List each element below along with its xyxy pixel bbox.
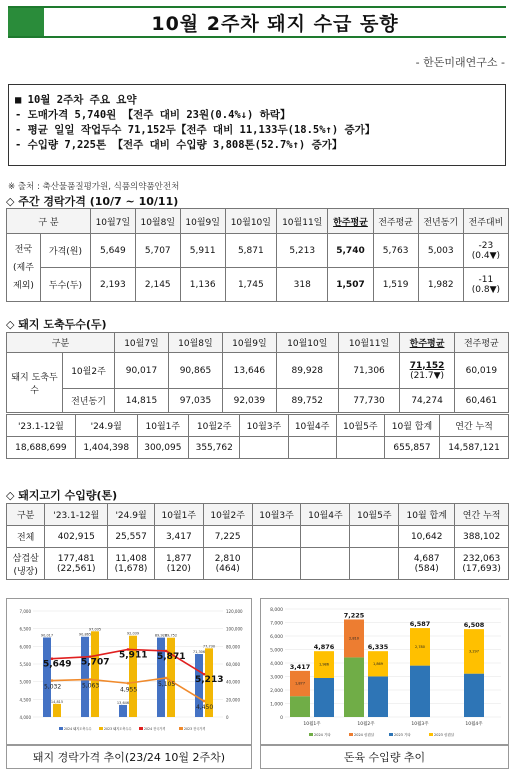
table-cell: 71,306 [338,353,400,389]
table-cell: 90,017 [115,353,169,389]
price-label-2024: 5,707 [81,657,110,668]
bar-2023-other [368,676,388,717]
total-label-2023: 6,587 [409,620,431,629]
legend-swatch [309,733,313,736]
bar-label: 90,865 [78,632,92,637]
table-cell: 1,404,398 [75,437,137,459]
header-cell: 전주평균 [373,209,418,234]
header-cell: 10월7일 [115,333,169,353]
table-cell: 2,145 [135,268,180,302]
header-cell: 전주평균 [454,333,508,353]
table-cell: 97,035 [168,389,222,413]
price-label-2023: 4,955 [120,686,138,694]
header-cell: 10월5주 [336,415,384,437]
bar-2023-other [464,674,484,717]
title-band [8,6,506,38]
table-cell [240,437,288,459]
line-2023-price-point [203,700,206,703]
import-chart [260,598,509,745]
table-cell [301,526,350,548]
value: 232,063 [463,553,501,564]
header-cell: 연간 누적 [455,504,509,526]
legend-label: 2023 돼지도축두수 [104,727,132,731]
table-cell: 77,730 [338,389,400,413]
y-tick-label: 7,000 [270,621,283,627]
avg-value: 71,152 [409,360,445,371]
y-tick-label: 6,000 [270,635,283,640]
y-tick-label: 4,500 [19,697,31,703]
import-chart-svg [261,599,510,746]
table-cell: 89,752 [276,389,338,413]
table-cell: 25,557 [108,526,155,548]
price-label-2023: 5,063 [82,682,100,690]
sub-value: (464) [215,563,240,574]
table-cell: 3,417 [154,526,203,548]
table-cell: 1,136 [180,268,225,302]
table-cell: 60,461 [454,389,508,413]
header-cell: 10월5주 [350,504,399,526]
legend-label: 2024 전국가격 [144,727,166,731]
y-tick-label: 5,000 [270,648,283,654]
header-cell: 10월8일 [135,209,180,234]
price-table [6,208,509,302]
slaughter-total-table [6,414,509,459]
y-tick-label: 1,000 [270,702,283,708]
summary-box [8,84,506,166]
bar-label: 77,730 [202,644,216,649]
section-title-price: ◇ 주간 경락가격 (10/7 ~ 10/11) [6,195,179,208]
sub-value: (584) [414,563,439,574]
line-2023-price-point [165,677,168,680]
legend-swatch [349,733,353,736]
legend-label: 2024 삼겹살 [354,733,375,737]
header-cell: 10월3주 [252,504,301,526]
legend-label: 2024 기타 [314,733,331,737]
segment-label: 1,869 [372,661,384,666]
table-cell: 1,507 [328,268,373,302]
legend-label: 2024 돼지도축두수 [64,727,92,731]
total-label-2024: 3,417 [289,662,311,671]
total-label-2023: 6,508 [463,621,485,630]
bar-2024-other [344,657,364,717]
group-cell: 돼지 도축두수 [7,353,63,413]
y-tick-label: 6,500 [19,626,31,632]
y-tick-label: 8,000 [270,608,283,613]
table-cell [108,548,155,580]
header-cell: 10월 합계 [399,504,455,526]
segment-label: 2,810 [348,636,360,641]
header-cell: '23.1-12월 [7,415,76,437]
table-cell: 5,740 [328,234,373,268]
table-cell: 90,865 [168,353,222,389]
total-label-2024: 7,225 [343,611,365,620]
row-label: 10월2주 [63,353,115,389]
section-title-import: ◇ 돼지고기 수입량(톤) [6,489,118,502]
bar-2024-other [290,696,310,717]
price-chart-caption: 돼지 경락가격 추이(23/24 10월 2주차) [6,745,252,769]
value: 177,481 [57,553,95,564]
table-cell: 60,019 [454,353,508,389]
diff-cell [463,234,508,268]
table-cell: 5,649 [90,234,135,268]
price-chart [6,598,252,745]
y-tick-label: 2,000 [270,689,283,694]
header-cell: 연간 누적 [440,415,509,437]
header-cell: 10월 합계 [384,415,439,437]
summary-line-1: - 도매가격 5,740원 【전주 대비 23원(0.4%↓) 하락】 [15,109,291,121]
line-2023-price-point [127,682,130,685]
y-tick-label: 6,000 [19,644,31,650]
row-label: 두수(두) [41,268,91,302]
price-label-2024: 5,911 [119,650,148,661]
table-cell [350,548,399,580]
table-cell: 10,642 [399,526,455,548]
diff-pct: (0.8▼) [471,284,501,295]
y-tick-label: 3,000 [270,675,283,681]
title-accent [8,8,44,36]
sub-value: (22,561) [57,563,96,574]
header-cell: 10월8일 [168,333,222,353]
bar-2024 [43,637,51,717]
table-cell: 14,587,121 [440,437,509,459]
table-cell [45,548,108,580]
header-cell: 10월10일 [225,209,276,234]
header-cell: 10월7일 [90,209,135,234]
x-tick-label: 10월4주 [465,722,483,727]
table-cell: 1,745 [225,268,276,302]
value: 2,810 [214,553,241,564]
table-cell: 402,915 [45,526,108,548]
header-cell: 구분 [7,504,45,526]
legend-swatch [179,727,183,730]
value: 11,408 [115,553,147,564]
table-cell [455,548,509,580]
price-label-2023: 5,032 [44,683,62,691]
header-cell: 한주평균 [400,333,454,353]
diff-pct: (0.4▼) [471,250,501,261]
total-label-2023: 4,876 [313,643,335,652]
header-cell: 10월1주 [154,504,203,526]
legend-swatch [139,727,143,730]
bar-2023-other [410,666,430,717]
bar-2024 [81,637,89,717]
legend-swatch [59,727,63,730]
y2-tick-label: 60,000 [226,662,240,667]
avg-cell [400,353,454,389]
bar-label: 92,039 [126,631,140,636]
price-chart-svg [7,599,253,746]
table-cell [288,437,336,459]
row-label: 전년동기 [63,389,115,413]
header-cell: 구 분 [7,209,91,234]
segment-label: 1,877 [294,681,306,686]
header-cell: 10월9일 [222,333,276,353]
bar-label: 90,017 [40,633,54,638]
header-cell: 10월4주 [301,504,350,526]
bar-label: 71,306 [192,650,206,655]
summary-heading: ■ 10월 2주차 주요 요약 [15,94,137,106]
bar-2024 [119,705,127,717]
summary-line-3: - 수입량 7,225톤 【전주 대비 수입량 3,808톤(52.7%↑) 증가】 [15,139,343,151]
total-label-2023: 6,335 [367,643,389,652]
price-label-2024: 5,213 [195,675,224,686]
segment-label: 2,780 [414,644,426,649]
region-cell: 전국 (제주 제외) [7,234,41,302]
bar-label: 97,035 [88,627,102,632]
price-label-2023: 4,450 [196,704,214,712]
x-tick-label: 10월3주 [411,722,429,727]
header-cell: 10월9일 [180,209,225,234]
table-cell: 1,519 [373,268,418,302]
diff-cell [463,268,508,302]
legend-swatch [99,727,103,730]
row-label-cell [7,548,45,580]
y2-tick-label: 40,000 [226,679,240,685]
header-cell: 10월2주 [203,504,252,526]
header-cell: 10월11일 [277,209,328,234]
table-cell [203,548,252,580]
summary-line-2: - 평균 일일 작업두수 71,152두【전주 대비 11,133두(18.5%↑) 증가】 [15,124,376,136]
table-cell: 5,003 [418,234,463,268]
bar-2024 [157,638,165,717]
bar-label: 89,752 [164,633,178,638]
table-cell: 7,225 [203,526,252,548]
bar-2023-other [314,678,334,717]
legend-swatch [429,733,433,736]
header-cell: 전년동기 [418,209,463,234]
avg-pct: (21.7▼) [410,370,445,381]
segment-label: 1,986 [318,662,330,667]
sub-value: (1,678) [114,563,148,574]
x-tick-label: 10월2주 [357,722,375,727]
bar-2023 [167,638,175,717]
table-cell: 300,095 [137,437,188,459]
table-cell: 92,039 [222,389,276,413]
legend-swatch [389,733,393,736]
bar-label: 89,928 [154,633,168,638]
y-tick-label: 5,500 [19,662,31,667]
diff-value: -11 [478,274,494,285]
table-cell: 5,763 [373,234,418,268]
page-title: 10월 2주차 돼지 수급 동향 [151,12,399,35]
y-tick-label: 7,000 [19,609,31,614]
diff-value: -23 [478,240,494,251]
header-cell: 구분 [7,333,115,353]
y2-tick-label: 100,000 [226,626,243,632]
y-tick-label: 4,000 [19,715,31,720]
import-table [6,503,509,580]
table-cell [336,437,384,459]
sub-value: (120) [166,563,191,574]
table-cell: 355,762 [189,437,240,459]
section-title-slaughter: ◇ 돼지 도축두수(두) [6,318,107,331]
table-cell: 1,982 [418,268,463,302]
table-cell: 5,707 [135,234,180,268]
legend-label: 2023 삼겹살 [434,733,455,737]
legend-label: 2023 전국가격 [184,727,206,731]
header-cell: 10월10일 [276,333,338,353]
y-tick-label: 0 [280,716,283,721]
bar-label: 14,815 [50,699,64,704]
row-label: 삼겹살 [12,553,39,564]
row-label: 가격(원) [41,234,91,268]
source-note: ※ 출처 : 축산물품질평가원, 식품의약품안전처 [8,182,180,192]
value: 4,687 [413,553,440,564]
header-cell: 10월11일 [338,333,400,353]
price-label-2023: 5,105 [158,680,176,688]
source-label: - 한돈미래연구소 - [415,56,505,69]
table-cell: 5,213 [277,234,328,268]
table-cell: 74,274 [400,389,454,413]
header-cell: '24.9월 [108,504,155,526]
table-cell: 5,911 [180,234,225,268]
y2-tick-label: 120,000 [226,609,243,614]
sub-value: (17,693) [462,563,501,574]
bar-2023 [53,704,61,717]
legend-label: 2023 기타 [394,733,411,737]
header-cell: 10월2주 [189,415,240,437]
header-cell: 10월4주 [288,415,336,437]
import-chart-caption: 돈육 수입량 추이 [260,745,509,769]
table-cell: 89,928 [276,353,338,389]
header-cell: '24.9월 [75,415,137,437]
y2-tick-label: 80,000 [226,644,240,650]
table-cell [154,548,203,580]
table-cell: 318 [277,268,328,302]
table-cell [252,548,301,580]
x-tick-label: 10월1주 [303,722,321,727]
table-cell [301,548,350,580]
table-cell: 5,871 [225,234,276,268]
y-tick-label: 4,000 [270,662,283,667]
slaughter-table [6,332,509,413]
header-cell: '23.1-12월 [45,504,108,526]
table-cell: 2,193 [90,268,135,302]
table-cell [350,526,399,548]
line-2023-price-point [89,678,92,681]
table-cell: 14,815 [115,389,169,413]
table-cell [252,526,301,548]
bar-2023 [129,636,137,717]
y2-tick-label: 20,000 [226,697,240,703]
price-label-2024: 5,649 [43,659,72,670]
bar-2023 [91,631,99,717]
row-sublabel: (냉장) [13,566,38,577]
table-cell: 388,102 [455,526,509,548]
header-cell: 전주대비 [463,209,508,234]
table-cell [399,548,455,580]
segment-label: 3,297 [468,649,480,654]
price-label-2024: 5,871 [157,651,186,662]
table-cell: 655,857 [384,437,439,459]
y-tick-label: 5,000 [19,679,31,685]
header-cell: 10월3주 [240,415,288,437]
header-cell: 한주평균 [328,209,373,234]
table-cell: 13,646 [222,353,276,389]
header-cell: 10월1주 [137,415,188,437]
bar-label: 13,646 [116,700,130,705]
table-cell: 18,688,699 [7,437,76,459]
y2-tick-label: 0 [226,715,229,720]
value: 1,877 [165,553,192,564]
row-label: 전체 [7,526,45,548]
line-2023-price-point [51,679,54,682]
